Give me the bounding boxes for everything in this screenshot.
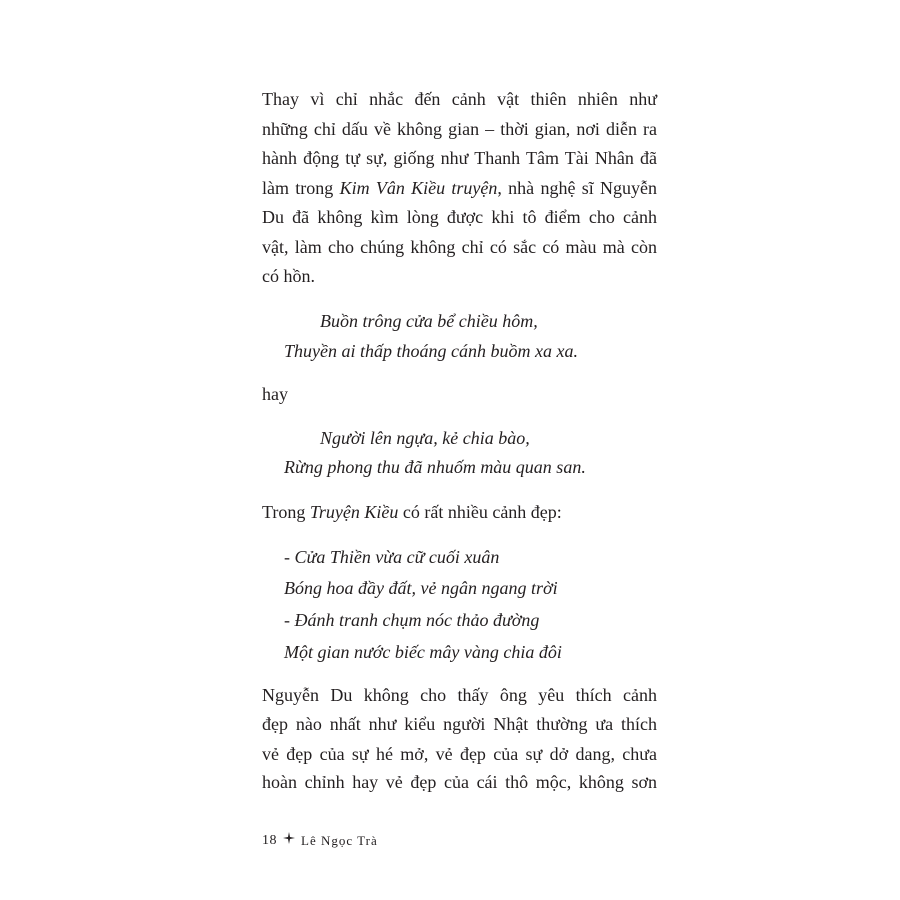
page-footer	[262, 832, 378, 850]
verse-line: Buồn trông cửa bể chiều hôm,	[320, 311, 538, 331]
page-number: 18	[262, 833, 277, 848]
book-title: Kim Vân Kiều truyện	[339, 178, 498, 198]
paragraph-line: vẻ đẹp của sự hé mở, vẻ đẹp của sự dở dang, chưa	[262, 744, 657, 764]
paragraph-line: vật, làm cho chúng không chỉ có sắc có màu mà còn	[262, 237, 657, 257]
paragraph-line: Nguyễn Du không cho thấy ông yêu thích cảnh	[262, 685, 657, 705]
verse-line: Thuyền ai thấp thoáng cánh buồm xa xa.	[284, 341, 578, 361]
text: , nhà nghệ sĩ Nguyễn	[497, 178, 657, 198]
book-title: Truyện Kiều	[309, 502, 399, 522]
intro-line	[262, 501, 562, 523]
verse-line: - Cửa Thiền vừa cữ cuối xuân	[284, 547, 500, 567]
verse-line: Người lên ngựa, kẻ chia bào,	[320, 428, 530, 448]
text: Trong	[262, 502, 310, 522]
paragraph-line: hành động tự sự, giống như Thanh Tâm Tài Nhân đã	[262, 148, 657, 168]
text: có rất nhiều cảnh đẹp:	[398, 502, 562, 522]
diamond-ornament-icon	[283, 832, 295, 850]
paragraph-line: Du đã không kìm lòng được khi tô điểm cho cảnh	[262, 207, 657, 227]
paragraph-line: những chỉ dấu về không gian – thời gian, nơi diễn ra	[262, 119, 657, 139]
paragraph-line: Thay vì chỉ nhắc đến cảnh vật thiên nhiên như	[262, 89, 657, 109]
verse-line: Một gian nước biếc mây vàng chia đôi	[284, 642, 562, 662]
paragraph-line: hoàn chỉnh hay vẻ đẹp của cái thô mộc, không sơn	[262, 772, 657, 792]
text: làm trong	[262, 178, 340, 198]
paragraph-line: đẹp nào nhất như kiểu người Nhật thường ưa thích	[262, 714, 657, 734]
verse-line: - Đánh tranh chụm nóc thảo đường	[284, 610, 540, 630]
author-name: Lê Ngọc Trà	[301, 833, 378, 848]
verse-line: Bóng hoa đầy đất, vẻ ngân ngang trời	[284, 578, 558, 598]
paragraph-line: có hồn.	[262, 266, 315, 286]
connector-text: hay	[262, 384, 288, 404]
verse-line: Rừng phong thu đã nhuốm màu quan san.	[284, 457, 586, 477]
paragraph-line	[262, 177, 657, 199]
